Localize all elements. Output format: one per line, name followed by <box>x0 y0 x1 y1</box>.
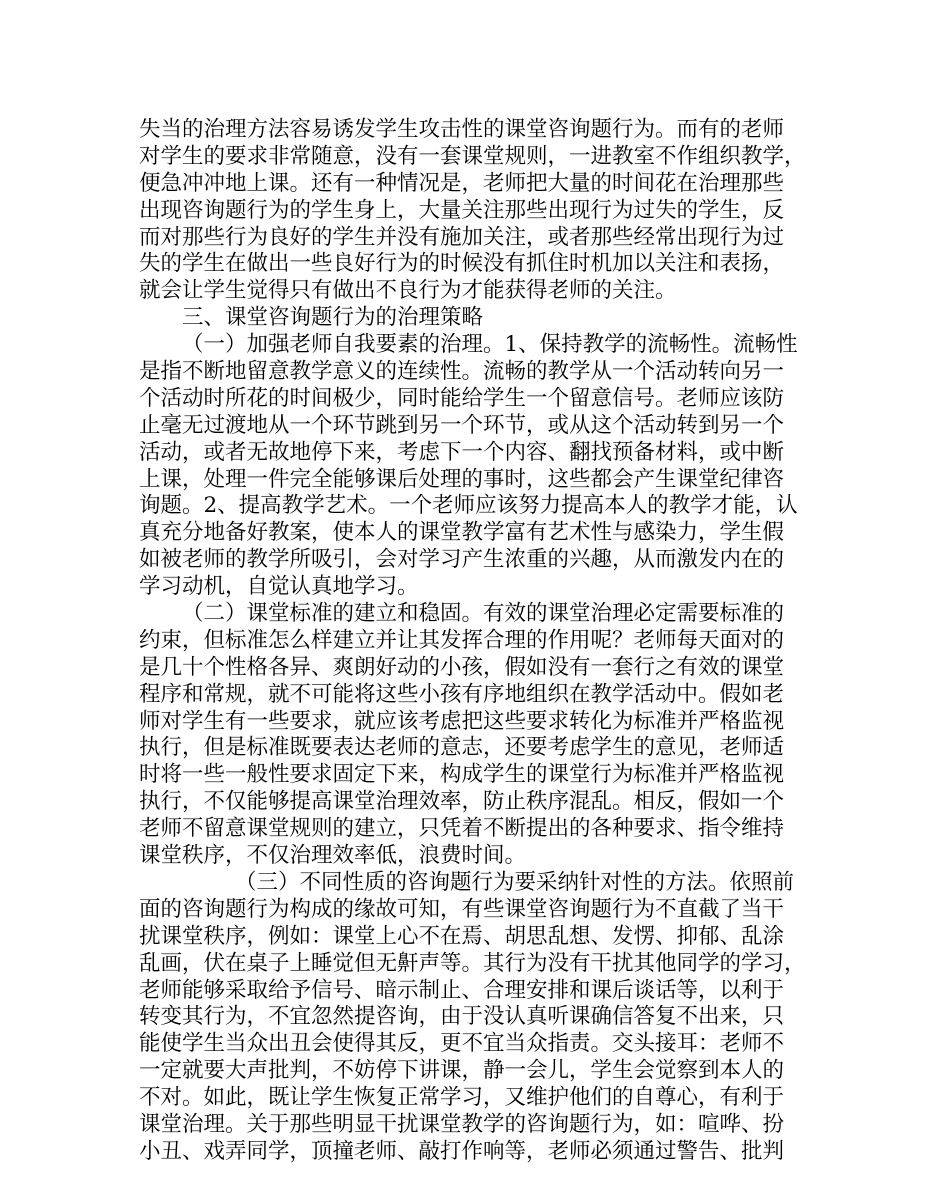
text-line: 小丑、戏弄同学，顶撞老师、敲打作响等，老师必须通过警告、批判 <box>139 1138 785 1164</box>
text-line: 转变其行为，不宜忽然提咨询，由于没认真听课确信答复不出来，只 <box>139 1004 785 1030</box>
text-line: 是几十个性格各异、爽朗好动的小孩，假如没有一套行之有效的课堂 <box>139 654 785 680</box>
text-line: 上课，处理一件完全能够课后处理的事时，这些都会产生课堂纪律咨 <box>139 466 785 492</box>
text-line: 便急冲冲地上课。还有一种情况是，老师把大量的时间花在治理那些 <box>139 170 785 196</box>
body-text <box>139 117 811 1166</box>
text-line: 出现咨询题行为的学生身上，大量关注那些出现行为过失的学生，反 <box>139 197 785 223</box>
paragraph-start: （一）加强老师自我要素的治理。1、保持教学的流畅性。流畅性 <box>182 332 798 358</box>
text-line: 不对。如此，既让学生恢复正常学习，又维护他们的自尊心，有利于 <box>139 1085 785 1111</box>
paragraph-start: （三）不同性质的咨询题行为要采纳针对性的方法。依照前 <box>235 869 795 895</box>
text-line: 止毫无过渡地从一个环节跳到另一个环节，或从这个活动转到另一个 <box>139 412 785 438</box>
text-line: 扰课堂秩序，例如：课堂上心不在焉、胡思乱想、发愣、抑郁、乱涂 <box>139 923 785 949</box>
text-line: 个活动时所花的时间极少，同时能给学生一个留意信号。老师应该防 <box>139 385 785 411</box>
text-line: 老师不留意课堂规则的建立，只凭着不断提出的各种要求、指令维持 <box>139 816 785 842</box>
text-line: 就会让学生觉得只有做出不良行为才能获得老师的关注。 <box>139 278 677 304</box>
text-line: 失的学生在做出一些良好行为的时候没有抓住时机加以关注和表扬， <box>139 251 785 277</box>
text-line: 师对学生有一些要求，就应该考虑把这些要求转化为标准并严格监视 <box>139 708 785 734</box>
text-line: 课堂秩序，不仅治理效率低，浪费时间。 <box>139 843 527 869</box>
text-line: 老师能够采取给予信号、暗示制止、合理安排和课后谈话等，以利于 <box>139 977 785 1003</box>
text-line: 面的咨询题行为构成的缘故可知，有些课堂咨询题行为不直截了当干 <box>139 896 785 922</box>
text-line: 学习动机，自觉认真地学习。 <box>139 574 419 600</box>
text-line: 时将一些一般性要求固定下来，构成学生的课堂行为标准并严格监视 <box>139 762 785 788</box>
section-heading: 三、课堂咨询题行为的治理策略 <box>182 305 484 331</box>
text-line: 程序和常规，就不可能将这些小孩有序地组织在教学活动中。假如老 <box>139 681 785 707</box>
text-line: 课堂治理。关于那些明显干扰课堂教学的咨询题行为，如：喧哗、扮 <box>139 1111 785 1137</box>
text-line: 活动，或者无故地停下来，考虑下一个内容、翻找预备材料，或中断 <box>139 439 785 465</box>
text-line: 乱画，伏在桌子上睡觉但无鼾声等。其行为没有干扰其他同学的学习， <box>139 950 806 976</box>
text-line: 而对那些行为良好的学生并没有施加关注，或者那些经常出现行为过 <box>139 224 785 250</box>
text-line: 询题。2、提高教学艺术。一个老师应该努力提高本人的教学才能，认 <box>139 493 798 519</box>
text-line: 对学生的要求非常随意，没有一套课堂规则，一进教室不作组织教学， <box>139 143 806 169</box>
text-line: 执行，不仅能够提高课堂治理效率，防止秩序混乱。相反，假如一个 <box>139 789 785 815</box>
text-line: 失当的治理方法容易诱发学生攻击性的课堂咨询题行为。而有的老师 <box>139 117 785 142</box>
text-line: 执行，但是标准既要表达老师的意志，还要考虑学生的意见，老师适 <box>139 735 785 761</box>
text-line: 是指不断地留意教学意义的连续性。流畅的教学从一个活动转向另一 <box>139 359 785 385</box>
text-line: 约束，但标准怎么样建立并让其发挥合理的作用呢？老师每天面对的 <box>139 627 785 653</box>
text-line: 一定就要大声批判，不妨停下讲课，静一会儿，学生会觉察到本人的 <box>139 1058 785 1084</box>
text-line: 真充分地备好教案，使本人的课堂教学富有艺术性与感染力，学生假 <box>139 520 785 546</box>
paragraph-start: （二）课堂标准的建立和稳固。有效的课堂治理必定需要标准的 <box>182 601 785 627</box>
text-line: 如被老师的教学所吸引，会对学习产生浓重的兴趣，从而激发内在的 <box>139 547 785 573</box>
text-line: 能使学生当众出丑会使得其反，更不宜当众指责。交头接耳：老师不 <box>139 1031 785 1057</box>
